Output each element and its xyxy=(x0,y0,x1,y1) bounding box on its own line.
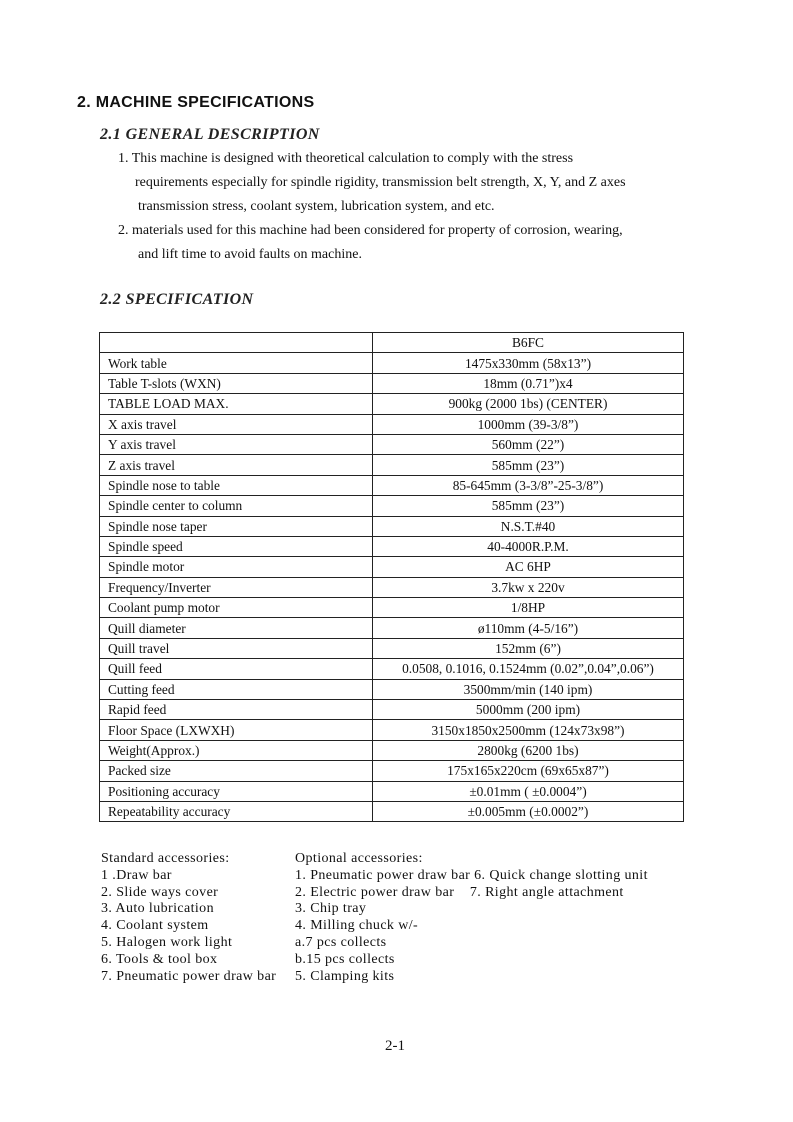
optional-accessories-list xyxy=(295,851,648,985)
table-row xyxy=(100,414,684,434)
model-cell: B6FC xyxy=(373,333,684,353)
spec-value: ±0.01mm ( ±0.0004”) xyxy=(373,781,684,801)
table-row xyxy=(100,475,684,495)
spec-label: Positioning accuracy xyxy=(100,781,373,801)
spec-value: 18mm (0.71”)x4 xyxy=(373,373,684,393)
table-row xyxy=(100,679,684,699)
general-description-heading: 2.1 GENERAL DESCRIPTION xyxy=(100,126,320,143)
spec-value: 3150x1850x2500mm (124x73x98”) xyxy=(373,720,684,740)
spec-value: N.S.T.#40 xyxy=(373,516,684,536)
general-description-item-1 xyxy=(118,147,626,219)
item-1-line-3: transmission stress, coolant system, lubrication system, and etc. xyxy=(138,199,495,214)
table-row xyxy=(100,700,684,720)
item-2-line-1: 2. materials used for this machine had been considered for property of corrosion, wearing, xyxy=(118,223,623,238)
page-number: 2-1 xyxy=(385,1038,405,1054)
list-item: 4. Milling chuck w/- xyxy=(295,918,419,934)
spec-label: Quill feed xyxy=(100,659,373,679)
spec-label: Frequency/Inverter xyxy=(100,577,373,597)
spec-value: 1/8HP xyxy=(373,598,684,618)
spec-label: Packed size xyxy=(100,761,373,781)
spec-value: 585mm (23”) xyxy=(373,455,684,475)
header-blank-cell xyxy=(100,333,373,353)
table-row xyxy=(100,536,684,556)
list-item: 1. Pneumatic power draw bar 6. Quick change slotting unit xyxy=(295,867,648,883)
list-item: 6. Tools & tool box xyxy=(101,951,218,967)
table-row xyxy=(100,496,684,516)
spec-value: ø110mm (4-5/16”) xyxy=(373,618,684,638)
spec-label: Quill travel xyxy=(100,638,373,658)
section-title: 2. MACHINE SPECIFICATIONS xyxy=(77,94,315,111)
list-item: 5. Halogen work light xyxy=(101,934,233,950)
spec-label: X axis travel xyxy=(100,414,373,434)
spec-value: AC 6HP xyxy=(373,557,684,577)
spec-label: Coolant pump motor xyxy=(100,598,373,618)
spec-label: Spindle nose taper xyxy=(100,516,373,536)
spec-label: Cutting feed xyxy=(100,679,373,699)
list-item: 2. Electric power draw bar 7. Right angle attachment xyxy=(295,884,624,900)
item-2-line-2: and lift time to avoid faults on machine. xyxy=(138,247,362,262)
spec-value: 2800kg (6200 1bs) xyxy=(373,740,684,760)
list-item: 5. Clamping kits xyxy=(295,968,395,984)
spec-label: Repeatability accuracy xyxy=(100,801,373,821)
spec-value: 3500mm/min (140 ipm) xyxy=(373,679,684,699)
table-row xyxy=(100,801,684,821)
standard-accessories-title: Standard accessories: xyxy=(101,851,230,866)
spec-label: Weight(Approx.) xyxy=(100,740,373,760)
table-row xyxy=(100,516,684,536)
list-item: 4. Coolant system xyxy=(101,918,209,934)
table-row xyxy=(100,373,684,393)
spec-value: 1475x330mm (58x13”) xyxy=(373,353,684,373)
table-row xyxy=(100,434,684,454)
spec-value: 5000mm (200 ipm) xyxy=(373,700,684,720)
optional-accessories-title: Optional accessories: xyxy=(295,851,423,866)
list-item: 3. Auto lubrication xyxy=(101,901,214,917)
spec-label: Spindle nose to table xyxy=(100,475,373,495)
spec-value: 175x165x220cm (69x65x87”) xyxy=(373,761,684,781)
spec-value: 0.0508, 0.1016, 0.1524mm (0.02”,0.04”,0.06”) xyxy=(373,659,684,679)
table-row xyxy=(100,598,684,618)
spec-label: Floor Space (LXWXH) xyxy=(100,720,373,740)
table-row xyxy=(100,577,684,597)
specification-heading: 2.2 SPECIFICATION xyxy=(100,291,254,308)
table-row xyxy=(100,761,684,781)
spec-label: Spindle motor xyxy=(100,557,373,577)
table-row xyxy=(100,720,684,740)
spec-label: Table T-slots (WXN) xyxy=(100,373,373,393)
standard-accessories-list xyxy=(101,851,276,985)
spec-value: 585mm (23”) xyxy=(373,496,684,516)
item-1-line-1: 1. This machine is designed with theoretical calculation to comply with the stress xyxy=(118,151,574,166)
spec-label: Z axis travel xyxy=(100,455,373,475)
spec-label: Spindle speed xyxy=(100,536,373,556)
table-row xyxy=(100,659,684,679)
spec-value: 1000mm (39-3/8”) xyxy=(373,414,684,434)
specification-table xyxy=(99,332,684,822)
spec-label: TABLE LOAD MAX. xyxy=(100,394,373,414)
table-row xyxy=(100,455,684,475)
spec-label: Work table xyxy=(100,353,373,373)
table-row xyxy=(100,638,684,658)
table-row xyxy=(100,740,684,760)
table-row xyxy=(100,394,684,414)
item-1-line-2: requirements especially for spindle rigidity, transmission belt strength, X, Y, and Z axes xyxy=(135,175,626,190)
spec-value: 152mm (6”) xyxy=(373,638,684,658)
list-item: 7. Pneumatic power draw bar xyxy=(101,968,277,984)
spec-label: Y axis travel xyxy=(100,434,373,454)
list-item: a.7 pcs collects xyxy=(295,934,387,950)
table-header-row xyxy=(100,333,684,353)
list-item: 2. Slide ways cover xyxy=(101,884,219,900)
spec-value: 900kg (2000 1bs) (CENTER) xyxy=(373,394,684,414)
spec-value: 560mm (22”) xyxy=(373,434,684,454)
spec-label: Rapid feed xyxy=(100,700,373,720)
spec-label: Spindle center to column xyxy=(100,496,373,516)
general-description-item-2 xyxy=(118,219,623,267)
spec-value: 3.7kw x 220v xyxy=(373,577,684,597)
spec-label: Quill diameter xyxy=(100,618,373,638)
table-row xyxy=(100,781,684,801)
list-item: b.15 pcs collects xyxy=(295,951,395,967)
list-item: 3. Chip tray xyxy=(295,901,367,917)
list-item: 1 .Draw bar xyxy=(101,867,172,883)
table-row xyxy=(100,353,684,373)
table-row xyxy=(100,557,684,577)
spec-value: 40-4000R.P.M. xyxy=(373,536,684,556)
spec-value: 85-645mm (3-3/8”-25-3/8”) xyxy=(373,475,684,495)
table-row xyxy=(100,618,684,638)
spec-value: ±0.005mm (±0.0002”) xyxy=(373,801,684,821)
